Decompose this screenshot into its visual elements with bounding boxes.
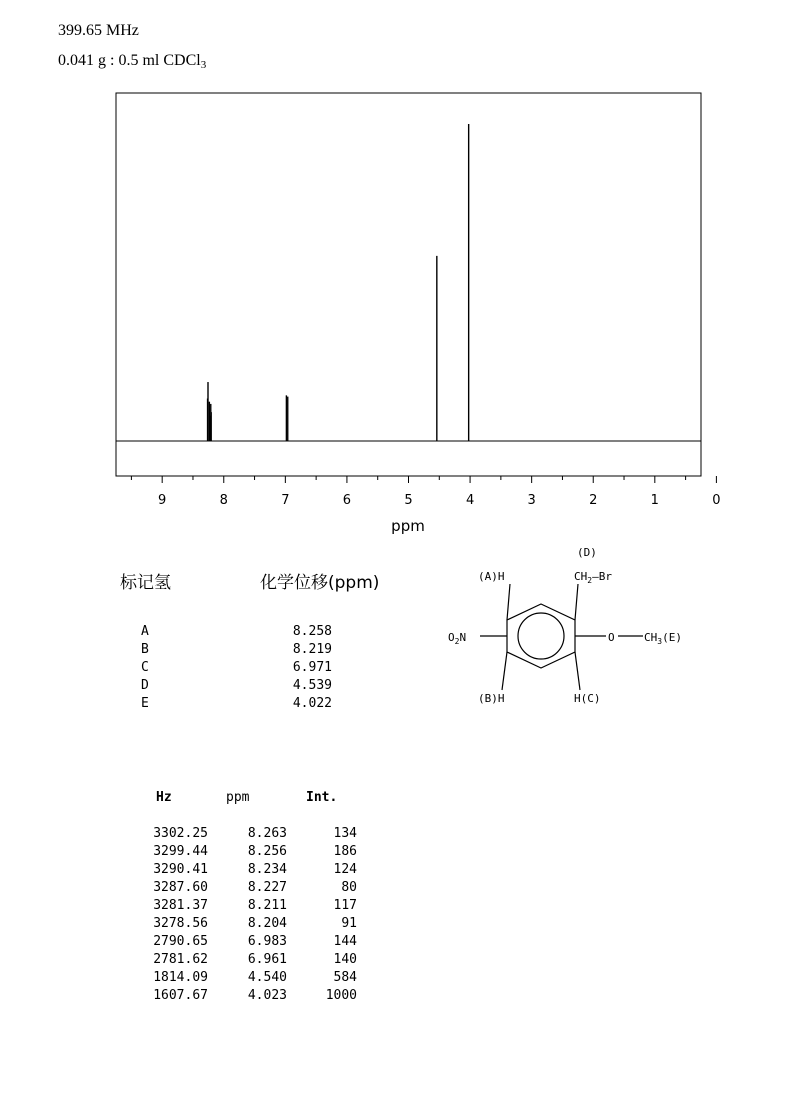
peak-intensity: 124 [333, 862, 357, 877]
sample-text: 0.041 g : 0.5 ml CDCl [58, 52, 201, 69]
no2-group [448, 631, 466, 646]
x-axis-ticks [131, 476, 720, 508]
peak-hz: 2781.62 [153, 952, 208, 967]
aromatic-circle [518, 613, 564, 659]
peak-ppm: 4.540 [247, 970, 287, 985]
bond-ch2 [575, 584, 578, 620]
assignment-label: E [141, 696, 149, 711]
ch2-sub: 2 [587, 576, 593, 585]
x-tick-label: 4 [465, 493, 475, 508]
peak-hz: 3281.37 [153, 898, 208, 913]
assignment-shift: 4.022 [292, 696, 332, 711]
peak-intensity: 117 [333, 898, 357, 913]
peak-row [0, 970, 794, 988]
br-text: —Br [592, 570, 612, 583]
peak-row [0, 988, 794, 1006]
no2-sub: 2 [454, 637, 460, 646]
assignment-col-shift: 化学位移(ppm) [260, 573, 380, 593]
peak-hz: 1814.09 [153, 970, 208, 985]
peak-ppm: 8.211 [247, 898, 287, 913]
peak-intensity: 186 [333, 844, 357, 859]
assignment-shift: 8.258 [292, 624, 332, 639]
ether-oxygen: O [608, 631, 615, 644]
peak-hz: 2790.65 [153, 934, 208, 949]
peak-hz: 3302.25 [153, 826, 208, 841]
assignment-shift: 4.539 [292, 678, 332, 693]
peak-intensity: 1000 [325, 988, 357, 1003]
spectrometer-frequency: 399.65 MHz [58, 22, 139, 39]
peak-hz: 3278.56 [153, 916, 208, 931]
bond-hc [575, 652, 580, 690]
x-tick-label: 7 [281, 493, 290, 508]
peak-hz: 1607.67 [153, 988, 208, 1003]
peak-row [0, 916, 794, 934]
peak-intensity: 144 [333, 934, 357, 949]
peak-row [0, 898, 794, 916]
peak-ppm: 8.256 [247, 844, 287, 859]
peak-ppm: 8.234 [247, 862, 287, 877]
peak-ppm: 4.023 [247, 988, 287, 1003]
plot-frame [116, 93, 701, 476]
peak-ppm: 8.263 [247, 826, 287, 841]
no2-o: O [448, 631, 455, 644]
label-a: (A)H [478, 570, 505, 583]
no2-n: N [459, 631, 467, 644]
molecule-structure [440, 540, 700, 720]
peak-intensity: 134 [333, 826, 357, 841]
ch2-text: CH [574, 570, 588, 583]
ch3-text: CH [644, 631, 658, 644]
nmr-spectrum-chart [0, 0, 794, 545]
bond-hb [502, 652, 507, 690]
peak-row [0, 934, 794, 952]
peak-ppm: 8.204 [247, 916, 287, 931]
peak-row [0, 952, 794, 970]
ch3-label: (E) [662, 631, 682, 644]
x-tick-label: 9 [158, 493, 167, 508]
peak-intensity: 140 [333, 952, 357, 967]
ch2br-group [574, 570, 612, 585]
assignment-shift: 6.971 [292, 660, 332, 675]
x-tick-label: 0 [712, 493, 721, 508]
peak-row [0, 862, 794, 880]
peak-intensity: 584 [333, 970, 357, 985]
assignment-label: D [141, 678, 149, 693]
peak-hz: 3287.60 [153, 880, 208, 895]
peak-row [0, 844, 794, 862]
assignment-shift: 8.219 [292, 642, 332, 657]
peak-col-ppm: ppm [226, 790, 250, 805]
x-tick-label: 3 [527, 493, 536, 508]
label-c: H(C) [574, 692, 601, 705]
peak-row [0, 880, 794, 898]
peak-ppm: 6.961 [247, 952, 287, 967]
peak-col-hz: Hz [156, 790, 172, 805]
peak-intensity: 80 [341, 880, 357, 895]
x-tick-label: 1 [650, 493, 659, 508]
peak-hz: 3299.44 [153, 844, 208, 859]
assignment-label: B [141, 642, 149, 657]
ch3-sub: 3 [657, 637, 663, 646]
peak-hz: 3290.41 [153, 862, 208, 877]
x-tick-label: 2 [589, 493, 598, 508]
peak-col-int: Int. [306, 790, 338, 805]
assignment-col-hydrogen: 标记氢 [120, 573, 171, 593]
x-axis-label: ppm [391, 517, 425, 535]
peaks-group [208, 124, 469, 441]
peak-ppm: 6.983 [247, 934, 287, 949]
peak-intensity: 91 [341, 916, 357, 931]
label-d: (D) [577, 546, 597, 559]
x-tick-label: 6 [342, 493, 352, 508]
assignment-label: A [141, 624, 149, 639]
sample-subscript: 3 [200, 59, 207, 71]
peak-row [0, 826, 794, 844]
x-tick-label: 5 [404, 493, 413, 508]
bond-ha [507, 584, 510, 620]
assignment-label: C [141, 660, 149, 675]
peak-ppm: 8.227 [247, 880, 287, 895]
x-tick-label: 8 [219, 493, 228, 508]
label-b: (B)H [478, 692, 505, 705]
ch3-group [644, 631, 682, 646]
